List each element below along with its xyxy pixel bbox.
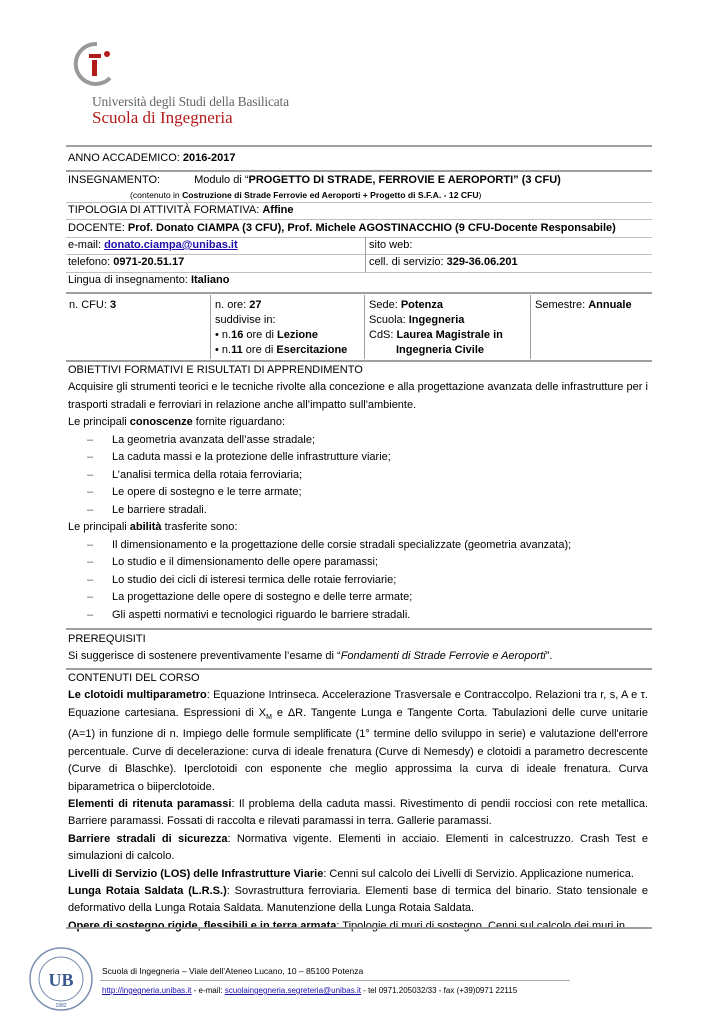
teacher-names: Prof. Donato CIAMPA (3 CFU), Prof. Michele AGOSTINACCHIO (9 CFU-Docente Responsabile) [127, 222, 616, 234]
semester-cell: Semestre: Annuale [535, 299, 632, 311]
rule [66, 170, 652, 172]
list-item: – Lo studio dei cicli di isteresi termica delle rotaie ferroviarie; [87, 573, 397, 586]
list-item: – Le opere di sostegno e le terre armate; [87, 486, 302, 499]
site-cell: Sede: Potenza Scuola: Ingegneria CdS: Laurea Magistrale in Ingegneria Civile [369, 299, 503, 356]
contents-paragraph: Lunga Rotaia Saldata (L.R.S.): Sovrastruttura ferroviaria. Elementi base di termica del binario. Stato tensionale e deformativo della Lunga Rotaia Saldata. Manutenzione della Lunga Rotaia Saldata. [68, 885, 649, 915]
contents-paragraph: Le clotoidi multiparametro: Equazione Intrinseca. Accelerazione Trasversale e Contraccolpo. Relazioni tra r, s, A e τ. Equazione cartesiana. Espressioni di $X_M$ e ΔR. Tangente Lunga e Tangente Corta. Tabulazioni delle curve unitarie (A=1) in funzione di n. Impiego delle formule semplificate (1° termine dello sviluppo in serie) e valutazione dell'errore percentuale. Curve di decelerazione: curva di ideale frenatura (Curve di Nemesdy) e clotoidi a parametro decrescente (Curve di Blaschke). Iperclotoidi con esponente che meglio approssima la curva di ideale frenatura. Curva biparametrica o biiperclotoide. [68, 689, 648, 793]
rule [66, 927, 652, 929]
list-item: – Il dimensionamento e la progettazione delle corsie stradali specializzate (geometria avanzata); [87, 538, 572, 551]
objectives-title: OBIETTIVI FORMATIVI E RISULTATI DI APPRENDIMENTO [68, 364, 363, 376]
teacher-email-link[interactable]: donato.ciampa@unibas.it [104, 239, 238, 251]
objectives-intro: Acquisire gli strumenti teorici e le tecniche rivolte alla concezione e alla progettazione avanzata delle infrastrutture per i trasporti stradali e ferroviari in relazione anche all’impatto sull'ambiente. [68, 381, 648, 411]
cfu-cell: n. CFU: 3 [69, 299, 117, 311]
university-name: Università degli Studi della Basilicata [92, 94, 289, 109]
rule [66, 219, 652, 220]
column-divider [364, 295, 365, 359]
footer-address: Scuola di Ingegneria – Viale dell’Ateneo Lucano, 10 – 85100 Potenza [102, 966, 364, 976]
rule [66, 145, 652, 147]
academic-year-row: ANNO ACCADEMICO: 2016-2017 [68, 152, 236, 164]
teaching-row: INSEGNAMENTO: Modulo di “PROGETTO DI STRADE, FERROVIE E AEROPORTI” (3 CFU) [68, 174, 561, 186]
teacher-row: DOCENTE: Prof. Donato CIAMPA (3 CFU), Prof. Michele AGOSTINACCHIO (9 CFU-Docente Responsabile) [68, 222, 616, 234]
list-item: – Gli aspetti normativi e tecnologici riguardo le barriere stradali. [87, 608, 411, 621]
contents-title: CONTENUTI DEL CORSO [68, 672, 200, 684]
list-item: – Le barriere stradali. [87, 503, 207, 516]
skills-list [68, 537, 648, 625]
list-item: – La caduta massi e la protezione delle infrastrutture viarie; [87, 451, 391, 464]
objectives-section: OBIETTIVI FORMATIVI E RISULTATI DI APPRENDIMENTO Acquisire gli strumenti teorici e le tecniche rivolte alla concezione e alla progettazione avanzata delle infrastrutture per i trasporti stradali e ferroviari in relazione anche all’impatto sull'ambiente. Le principali conoscenze fornite riguardano: – La geometria avanzata dell’asse stradale; – La caduta massi e la protezione delle infrastrutture viarie; – L’analisi termica della rotaia ferroviaria; – Le opere di sostegno e le terre armate; – Le barriere stradali. Le principali abilità trasferite sono: – Il dimensionamento e la progettazione delle corsie stradali specializzate (geometria avanzata); – Lo studio e il dimensionamento delle opere paramassi; – Lo studio dei cicli di isteresi termica delle rotaie ferroviarie; – La progettazione delle opere di sostegno e delle terre armate; – Gli aspetti normativi e tecnologici riguardo le barriere stradali. [68, 362, 648, 624]
university-logo-icon [70, 40, 116, 90]
prerequisites-section: PREREQUISITI Si suggerisce di sostenere preventivamente l’esame di “Fondamenti di Strade Ferrovie e Aeroporti”. [68, 631, 648, 666]
contents-section [68, 670, 648, 935]
rule [66, 292, 652, 294]
rule [100, 980, 570, 981]
rule [66, 628, 652, 630]
contents-paragraph: Elementi di ritenuta paramassi: Il problema della caduta massi. Rivestimento di pendii rocciosi con rete metallica. Barriere paramassi. Fossati di raccolta e rilevati paramassi in terra. Gallerie paramassi. [68, 798, 648, 828]
university-seal-icon [28, 946, 94, 1012]
phone-row: telefono: 0971-20.51.17 [68, 256, 185, 268]
footer-email-link[interactable]: scuolaingegneria.segreteria@unibas.it [224, 986, 361, 995]
seal-year: 1982 [55, 1003, 67, 1009]
email-row: e-mail: donato.ciampa@unibas.it [68, 239, 238, 251]
list-item: – Lo studio e il dimensionamento delle opere paramassi; [87, 556, 378, 569]
list-item: – La progettazione delle opere di sostegno e delle terre armate; [87, 591, 413, 604]
school-name: Scuola di Ingegneria [92, 108, 233, 127]
column-divider [365, 237, 366, 272]
svg-text:UB: UB [48, 970, 74, 990]
contents-paragraph: Livelli di Servizio (LOS) delle Infrastrutture Viarie: Cenni sul calcolo dei Livelli di Servizio. Applicazione numerica. [68, 867, 634, 880]
column-divider [530, 295, 531, 359]
footer-site-link[interactable]: http://ingegneria.unibas.it [102, 986, 192, 995]
language-row: Lingua di insegnamento: Italiano [68, 274, 230, 286]
hours-cell: n. ore: 27 suddivise in: • n.16 ore di Lezione • n.11 ore di Esercitazione [215, 299, 348, 356]
footer-contacts: http://ingegneria.unibas.it - e-mail: scuolaingegneria.segreteria@unibas.it - tel 0971.205032/33 - fax (+39)0971 22115 [102, 986, 518, 995]
column-divider [210, 295, 211, 359]
website-label: sito web: [369, 239, 413, 251]
activity-type-row: TIPOLOGIA DI ATTIVITÀ FORMATIVA: Affine [68, 204, 294, 216]
module-name: PROGETTO DI STRADE, FERROVIE E AEROPORTI [248, 174, 514, 186]
list-item: – La geometria avanzata dell’asse stradale; [87, 433, 316, 446]
contents-paragraph: Opere di sostegno rigide, flessibili e in terra armata: Tipologie di muri di sostegno. Cenni sul calcolo dei muri in [68, 919, 625, 932]
knowledge-list [68, 432, 648, 520]
teaching-context: (contenuto in Costruzione di Strade Ferrovie ed Aeroporti + Progetto di S.F.A. - 12 CFU) [130, 190, 482, 200]
prerequisites-title: PREREQUISITI [68, 633, 146, 645]
contents-paragraph: Barriere stradali di sicurezza: Normativa vigente. Elementi in acciaio. Elementi in calcestruzzo. Crash Test e simulazioni di calcolo. [68, 832, 649, 863]
list-item: – L’analisi termica della rotaia ferroviaria; [87, 468, 303, 481]
academic-year: 2016-2017 [182, 152, 236, 164]
mobile-cell: cell. di servizio: 329-36.06.201 [369, 256, 518, 268]
